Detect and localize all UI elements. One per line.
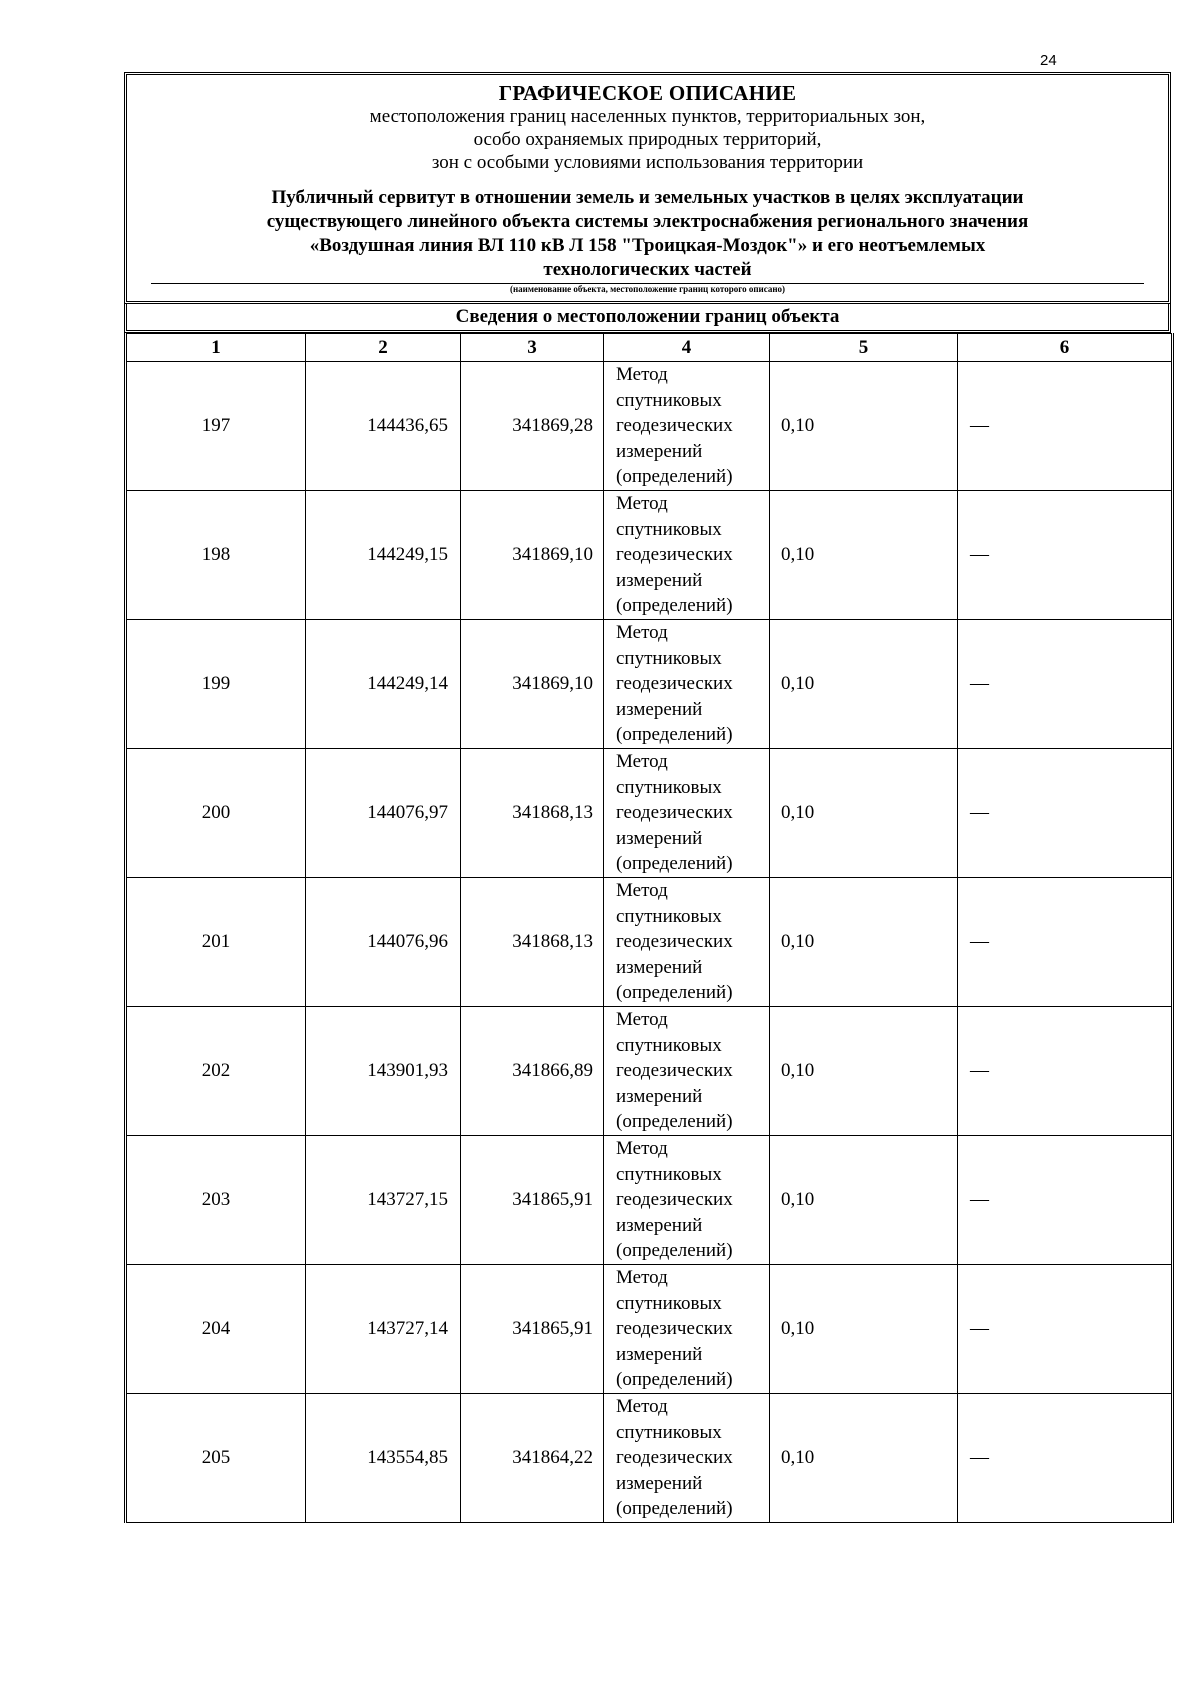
method-line: измерений [616, 1343, 703, 1365]
header-box [124, 72, 1171, 304]
table-header-row [126, 334, 1173, 362]
point-number-cell: 200 [126, 749, 306, 878]
point-number-cell: 202 [126, 1007, 306, 1136]
y-coordinate-cell: 341865,91 [461, 1265, 604, 1394]
method-line: измерений [616, 1085, 703, 1107]
accuracy-cell: 0,10 [770, 491, 958, 620]
object-name-line-1: Публичный сервитут в отношении земель и земельных участков в целях эксплуатации [271, 187, 1024, 208]
y-coordinate-cell: 341869,10 [461, 491, 604, 620]
method-line: Метод [616, 364, 668, 386]
method-cell [604, 1007, 770, 1136]
table-row [126, 1394, 1173, 1523]
accuracy-cell: 0,10 [770, 1136, 958, 1265]
object-name-caption: (наименование объекта, местоположение границ которого описано) [509, 284, 786, 294]
section-title: Сведения о местоположении границ объекта [124, 304, 1171, 333]
method-line: (определений) [616, 982, 733, 1004]
method-cell [604, 1265, 770, 1394]
note-cell: — [958, 620, 1173, 749]
subtitle-line-1: местоположения границ населенных пунктов, территориальных зон, [369, 106, 926, 127]
method-line: измерений [616, 1214, 703, 1236]
column-header-3: 3 [461, 334, 604, 362]
object-name-line-3: «Воздушная линия ВЛ 110 кВ Л 158 "Троицкая-Моздок"» и его неотъемлемых [309, 235, 986, 256]
document-frame [124, 72, 1171, 1523]
point-number-cell: 204 [126, 1265, 306, 1394]
method-line: Метод [616, 1267, 668, 1289]
table-row [126, 1136, 1173, 1265]
accuracy-cell: 0,10 [770, 362, 958, 491]
table-row [126, 362, 1173, 491]
note-cell: — [958, 1394, 1173, 1523]
x-coordinate-cell: 144249,14 [306, 620, 461, 749]
y-coordinate-cell: 341864,22 [461, 1394, 604, 1523]
accuracy-cell: 0,10 [770, 1394, 958, 1523]
y-coordinate-cell: 341868,13 [461, 878, 604, 1007]
table-row [126, 749, 1173, 878]
note-cell: — [958, 878, 1173, 1007]
y-coordinate-cell: 341869,10 [461, 620, 604, 749]
accuracy-cell: 0,10 [770, 749, 958, 878]
y-coordinate-cell: 341868,13 [461, 749, 604, 878]
method-line: спутниковых [616, 1034, 722, 1056]
table-row [126, 878, 1173, 1007]
note-cell: — [958, 1007, 1173, 1136]
method-cell [604, 878, 770, 1007]
method-line: геодезических [616, 415, 733, 437]
method-line: спутниковых [616, 1421, 722, 1443]
column-header-6: 6 [958, 334, 1173, 362]
x-coordinate-cell: 144076,96 [306, 878, 461, 1007]
table-row [126, 620, 1173, 749]
method-line: геодезических [616, 544, 733, 566]
table-row [126, 1007, 1173, 1136]
x-coordinate-cell: 143901,93 [306, 1007, 461, 1136]
x-coordinate-cell: 143727,14 [306, 1265, 461, 1394]
object-name [137, 186, 1158, 282]
point-number-cell: 203 [126, 1136, 306, 1265]
x-coordinate-cell: 143727,15 [306, 1136, 461, 1265]
method-cell [604, 491, 770, 620]
x-coordinate-cell: 144076,97 [306, 749, 461, 878]
method-line: Метод [616, 751, 668, 773]
column-header-5: 5 [770, 334, 958, 362]
method-line: (определений) [616, 853, 733, 875]
method-line: Метод [616, 493, 668, 515]
method-line: спутниковых [616, 1292, 722, 1314]
note-cell: — [958, 1265, 1173, 1394]
method-line: спутниковых [616, 905, 722, 927]
method-line: геодезических [616, 802, 733, 824]
note-cell: — [958, 1136, 1173, 1265]
method-line: измерений [616, 698, 703, 720]
method-line: (определений) [616, 1369, 733, 1391]
method-cell [604, 620, 770, 749]
column-header-2: 2 [306, 334, 461, 362]
accuracy-cell: 0,10 [770, 1007, 958, 1136]
point-number-cell: 205 [126, 1394, 306, 1523]
method-line: геодезических [616, 1447, 733, 1469]
note-cell: — [958, 362, 1173, 491]
page-number: 24 [1040, 52, 1057, 69]
x-coordinate-cell: 144436,65 [306, 362, 461, 491]
point-number-cell: 198 [126, 491, 306, 620]
method-line: спутниковых [616, 1163, 722, 1185]
method-cell [604, 1394, 770, 1523]
method-line: геодезических [616, 673, 733, 695]
method-line: Метод [616, 1009, 668, 1031]
method-line: спутниковых [616, 647, 722, 669]
y-coordinate-cell: 341865,91 [461, 1136, 604, 1265]
method-cell [604, 749, 770, 878]
method-cell [604, 362, 770, 491]
point-number-cell: 201 [126, 878, 306, 1007]
method-line: спутниковых [616, 776, 722, 798]
document-title: ГРАФИЧЕСКОЕ ОПИСАНИЕ [498, 81, 797, 105]
method-line: измерений [616, 440, 703, 462]
method-line: геодезических [616, 1060, 733, 1082]
method-line: измерений [616, 827, 703, 849]
table-row [126, 491, 1173, 620]
method-line: измерений [616, 569, 703, 591]
table-row [126, 1265, 1173, 1394]
method-line: Метод [616, 1396, 668, 1418]
method-line: (определений) [616, 595, 733, 617]
object-name-line-4: технологических частей [543, 259, 752, 280]
y-coordinate-cell: 341869,28 [461, 362, 604, 491]
accuracy-cell: 0,10 [770, 620, 958, 749]
subtitle-line-2: особо охраняемых природных территорий, [473, 129, 822, 150]
method-line: спутниковых [616, 389, 722, 411]
point-number-cell: 197 [126, 362, 306, 491]
point-number-cell: 199 [126, 620, 306, 749]
method-line: Метод [616, 1138, 668, 1160]
method-line: измерений [616, 956, 703, 978]
object-name-line-2: существующего линейного объекта системы электроснабжения регионального значения [266, 211, 1029, 232]
note-cell: — [958, 749, 1173, 878]
column-header-1: 1 [126, 334, 306, 362]
method-line: геодезических [616, 931, 733, 953]
coordinates-table [124, 333, 1174, 1523]
method-line: Метод [616, 622, 668, 644]
method-line: спутниковых [616, 518, 722, 540]
method-line: (определений) [616, 1111, 733, 1133]
accuracy-cell: 0,10 [770, 878, 958, 1007]
x-coordinate-cell: 144249,15 [306, 491, 461, 620]
method-line: (определений) [616, 1240, 733, 1262]
y-coordinate-cell: 341866,89 [461, 1007, 604, 1136]
method-line: Метод [616, 880, 668, 902]
column-header-4: 4 [604, 334, 770, 362]
accuracy-cell: 0,10 [770, 1265, 958, 1394]
method-line: (определений) [616, 1498, 733, 1520]
x-coordinate-cell: 143554,85 [306, 1394, 461, 1523]
note-cell: — [958, 491, 1173, 620]
method-line: (определений) [616, 724, 733, 746]
method-line: геодезических [616, 1189, 733, 1211]
method-line: (определений) [616, 466, 733, 488]
method-line: геодезических [616, 1318, 733, 1340]
subtitle-line-3: зон с особыми условиями использования территории [431, 152, 864, 173]
method-cell [604, 1136, 770, 1265]
method-line: измерений [616, 1472, 703, 1494]
